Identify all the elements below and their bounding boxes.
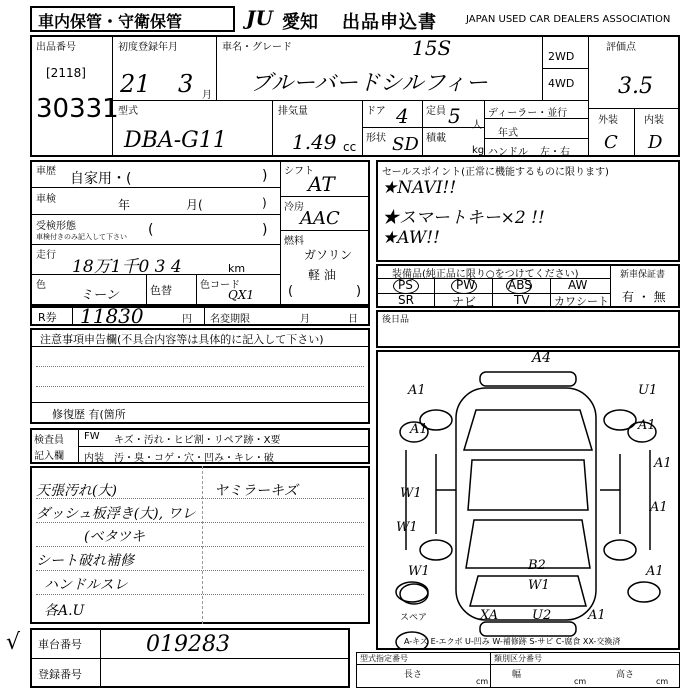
- recycle-value: 11830: [80, 304, 144, 328]
- equip-abs-circle: [506, 278, 532, 294]
- chassis-value: 019283: [146, 632, 230, 657]
- fuel-diesel: 軽 油: [308, 268, 336, 282]
- model-code-value: DBA-G11: [124, 128, 227, 153]
- shape-label: 形状: [366, 133, 386, 144]
- inspection-label: 車検: [36, 194, 56, 205]
- equip-ps: PS: [398, 278, 413, 292]
- equip-navi: ナビ: [452, 295, 477, 309]
- mileage-value: 18万1千0 3 4: [72, 257, 182, 277]
- mark-6: W1: [400, 486, 422, 501]
- form-subtitle: JAPAN USED CAR DEALERS ASSOCIATION: [466, 14, 671, 25]
- mark-4: A1: [638, 418, 656, 433]
- model-grade: 15S: [412, 36, 452, 60]
- remark-5: ハンドルスレ: [44, 577, 128, 593]
- capacity-unit: 人: [472, 120, 482, 131]
- score-int: D: [648, 132, 663, 153]
- inspector-fw: FW: [84, 431, 100, 442]
- transfer-month: 月: [300, 314, 310, 325]
- color-code: QX1: [228, 288, 255, 302]
- selling-point-3: ★AW!!: [382, 228, 440, 248]
- remark-4: シート破れ補修: [36, 553, 134, 569]
- recycle-label: R券: [38, 311, 57, 324]
- year-label: 年式: [498, 128, 518, 139]
- ju-logo: JU: [246, 6, 273, 30]
- form-cert-label: 型式指定番号: [360, 654, 408, 663]
- inspection-close: ): [262, 196, 267, 210]
- transfer-label: 名変期限: [210, 314, 250, 325]
- damage-legend: A-キズ E-エクボ U-凹み W-補修跡 S-サビ C-腐食 XX-交換済: [404, 637, 621, 646]
- color-value: ミーン: [80, 288, 119, 303]
- class-no-label: 類別区分番号: [494, 654, 542, 663]
- mileage-method-label: 受検形態: [36, 221, 76, 232]
- history-close: ): [262, 168, 268, 184]
- length-label: 長さ: [404, 670, 423, 680]
- mark-3: A1: [410, 422, 428, 437]
- repair-history: 修復歴 有(箇所: [52, 408, 126, 421]
- lot-label: 出品番号: [36, 42, 76, 53]
- equipment-label: 装備品(純正品に限り○をつけてください): [392, 269, 579, 280]
- doors-value: 4: [396, 104, 409, 128]
- inspection-year: 年: [118, 198, 131, 212]
- mark-15: A1: [646, 564, 664, 579]
- registration-label: 登録番号: [38, 668, 82, 681]
- mileage-unit: km: [228, 262, 246, 275]
- capacity-value: 5: [448, 104, 461, 128]
- shift-label: シフト: [284, 166, 314, 177]
- capacity-label: 定員: [426, 106, 446, 117]
- first-reg-month-unit: 月: [202, 90, 212, 101]
- score-int-label: 内装: [644, 115, 664, 126]
- remark-right: ヤミラーキズ: [214, 483, 298, 499]
- storage-stamp-text: 車内保管・守衛保管: [38, 12, 183, 31]
- color-swap-label: 色替: [150, 284, 172, 297]
- first-reg-month: 3: [178, 70, 194, 98]
- selling-point-2: ★スマートキー×2 !!: [382, 208, 545, 228]
- mark-10: B2: [528, 558, 546, 573]
- cc-value: 1.49: [292, 130, 337, 154]
- mileage-method-note: 車検付きのみ記入して下さい: [36, 233, 127, 241]
- mark-11: W1: [528, 578, 550, 593]
- equip-sr: SR: [398, 293, 414, 307]
- equip-ps-circle: [393, 278, 419, 294]
- inspector-row2: 汚・臭・コゲ・穴・凹み・キレ・破: [114, 453, 274, 464]
- mark-13: U2: [532, 608, 552, 623]
- width-cm: cm: [574, 677, 587, 686]
- cc-unit: cc: [343, 140, 357, 154]
- mark-2: U1: [638, 383, 658, 398]
- mark-14: A1: [588, 608, 606, 623]
- org-name: 愛知: [282, 12, 318, 33]
- later-date-label: 後日品: [382, 315, 410, 325]
- color-label: 色: [36, 280, 46, 291]
- inspector-interior: 内装: [84, 453, 104, 464]
- model-name: ブルーバードシルフィー: [250, 71, 488, 96]
- handle-label: ハンドル: [488, 147, 528, 158]
- selling-points-label: セールスポイント(正常に機能するものに限ります): [382, 167, 609, 178]
- transfer-day: 日: [348, 314, 358, 325]
- model-code-label: 型式: [118, 106, 138, 117]
- chassis-label: 車台番号: [38, 638, 82, 651]
- remark-3: (ベタツキ: [84, 529, 146, 545]
- fuel-paren-close: ): [356, 284, 362, 299]
- mark-7: W1: [396, 520, 418, 535]
- length-cm: cm: [476, 677, 489, 686]
- drive-4wd: 4WD: [548, 77, 575, 90]
- inspector-label: 検査員: [34, 435, 64, 446]
- equip-abs: ABS: [508, 278, 532, 292]
- ac-label: 冷房: [284, 202, 304, 213]
- handle-options: 左・右: [540, 147, 570, 158]
- mark-1: A1: [408, 383, 426, 398]
- cc-label: 排気量: [278, 106, 308, 117]
- fuel-gasoline: ガソリン: [304, 248, 353, 262]
- warranty-value: 有 ・ 無: [622, 290, 666, 304]
- mileage-method-open: (: [148, 222, 154, 238]
- inspector-row1: キズ・汚れ・ヒビ割・リペア跡・X要: [114, 435, 281, 446]
- mark-top: A4: [532, 350, 552, 366]
- equip-pw: PW: [456, 278, 476, 292]
- model-label: 車名・グレード: [222, 42, 292, 53]
- equip-aw: AW: [568, 278, 588, 292]
- fuel-label: 燃料: [284, 236, 304, 247]
- first-reg-year: 21: [120, 70, 151, 98]
- inspection-month: 月(: [186, 198, 203, 212]
- lot-bracket: [2118]: [46, 66, 86, 80]
- recycle-unit: 円: [182, 314, 192, 325]
- dealer-label: ディーラー・並行: [488, 108, 568, 119]
- score-value: 3.5: [618, 74, 653, 99]
- remark-2: ダッシュ板浮き(大), ワレ: [36, 506, 196, 522]
- notes-label: 注意事項申告欄(不具合内容等は具体的に記入して下さい): [40, 333, 324, 346]
- first-reg-label: 初度登録年月: [118, 42, 178, 53]
- selling-point-1: ★NAVI!!: [382, 178, 457, 198]
- lot-number: 30331: [36, 94, 119, 124]
- ac-value: AAC: [300, 208, 340, 229]
- check-mark: √: [6, 630, 21, 655]
- remark-1: 天張汚れ(大): [36, 483, 117, 499]
- height-label: 高さ: [616, 670, 635, 680]
- score-ext-label: 外装: [598, 115, 618, 126]
- fuel-paren-open: (: [288, 284, 294, 299]
- mark-12: XA: [480, 608, 499, 623]
- width-label: 幅: [512, 670, 522, 680]
- spare-tire-label: スペア: [400, 613, 428, 623]
- score-ext: C: [604, 132, 618, 153]
- mileage-label: 走行: [36, 250, 56, 261]
- form-title: 出品申込書: [342, 12, 437, 33]
- shape-value: SD: [392, 134, 419, 155]
- remark-6: 各A.U: [44, 603, 85, 619]
- score-label: 評価点: [606, 42, 636, 53]
- shift-value: AT: [308, 172, 335, 196]
- equip-tv: TV: [514, 293, 530, 307]
- mark-9: W1: [408, 564, 430, 579]
- history-label: 車歴: [36, 166, 56, 177]
- doors-label: ドア: [366, 106, 386, 117]
- drive-2wd: 2WD: [548, 50, 575, 63]
- history-value: 自家用・(: [70, 171, 132, 187]
- equip-leather: カワシート: [554, 295, 609, 308]
- payload-label: 積載: [426, 133, 446, 144]
- color-code-label: 色コード: [200, 280, 240, 291]
- mark-5: A1: [654, 456, 672, 471]
- height-cm: cm: [656, 677, 669, 686]
- mark-8: A1: [650, 500, 668, 515]
- payload-unit: kg: [472, 145, 485, 156]
- equip-pw-circle: [451, 278, 477, 294]
- mileage-method-close: ): [262, 222, 268, 238]
- inspector-label-2: 記入欄: [34, 451, 64, 462]
- warranty-label: 新車保証書: [620, 270, 666, 280]
- later-date-frame: [376, 310, 680, 348]
